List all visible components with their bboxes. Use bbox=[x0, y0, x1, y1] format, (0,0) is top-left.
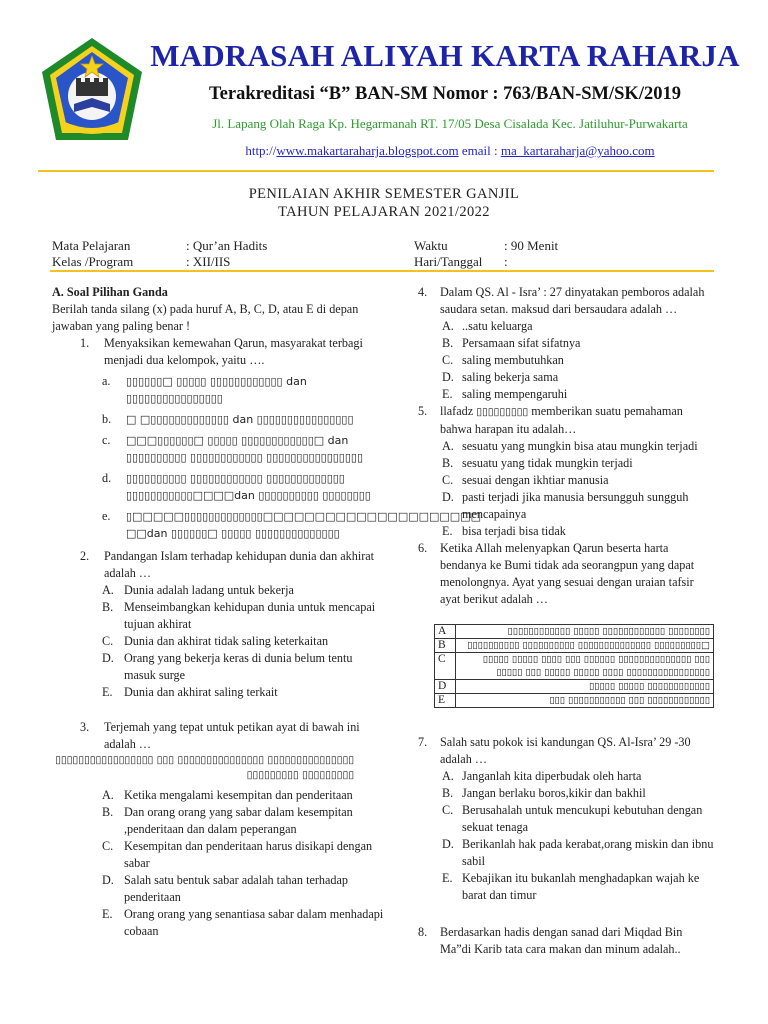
option-text: saling bekerja sama bbox=[462, 370, 559, 384]
date-label: Hari/Tanggal bbox=[414, 254, 483, 269]
question-text: Dalam QS. Al - Isra’ : 27 dinyatakan pemboros adalah saudara setan. maksud dari bersaudara adalah … bbox=[440, 285, 705, 316]
exam-year: TAHUN PELAJARAN 2021/2022 bbox=[278, 204, 490, 220]
question-text bbox=[440, 403, 716, 438]
option-c[interactable] bbox=[52, 838, 384, 872]
website-link[interactable]: www.makartaraharja.blogspot.com bbox=[276, 143, 459, 158]
option-a[interactable] bbox=[416, 318, 716, 335]
section-instruction: Berilah tanda silang (x) pada huruf A, B, C, D, atau E di depan jawaban yang paling benar ! bbox=[52, 302, 359, 333]
option-b[interactable] bbox=[52, 411, 384, 428]
option-letter: E. bbox=[442, 387, 453, 401]
option-d[interactable] bbox=[416, 489, 716, 523]
option-text: ▯▯▯▯▯▯□ ▯▯▯▯▯ ▯▯▯▯▯▯▯▯▯▯▯▯ dan ▯▯▯▯▯▯▯▯▯▯▯▯▯▯▯▯ bbox=[126, 375, 307, 405]
row-arabic: ▯▯▯▯▯ ▯▯▯▯▯ ▯▯▯▯ ▯▯▯ ▯▯▯▯▯▯ ▯▯▯▯▯▯▯▯▯▯▯▯▯▯ ▯▯▯ ▯▯▯▯▯ ▯▯▯ ▯▯▯▯▯ ▯▯▯▯▯ ▯▯▯▯ ▯▯▯▯▯▯▯▯▯▯▯▯▯▯▯▯ bbox=[456, 653, 714, 680]
arabic-word: ▯▯▯▯▯▯▯▯▯ bbox=[476, 406, 529, 418]
option-c[interactable] bbox=[416, 472, 716, 489]
web-prefix: http:// bbox=[245, 143, 277, 158]
option-text: Dan orang orang yang sabar dalam kesempitan ,penderitaan dan dalam peperangan bbox=[124, 805, 353, 836]
option-text: Menseimbangkan kehidupan dunia untuk mencapai tujuan akhirat bbox=[124, 600, 376, 631]
question-3 bbox=[52, 719, 384, 753]
option-text: saling mempengaruhi bbox=[462, 387, 568, 401]
table-row[interactable] bbox=[435, 653, 714, 680]
email-label: email : bbox=[461, 143, 501, 158]
option-letter: D. bbox=[442, 490, 454, 504]
option-d[interactable] bbox=[52, 470, 384, 504]
option-text: ▯▯▯▯▯▯▯▯▯▯ ▯▯▯▯▯▯▯▯▯▯▯▯ ▯▯▯▯▯▯▯▯▯▯▯▯▯ ▯▯▯▯▯▯▯▯▯▯▯□□□□dan ▯▯▯▯▯▯▯▯▯▯ ▯▯▯▯▯▯▯▯ bbox=[126, 472, 371, 502]
question-text: Pandangan Islam terhadap kehidupan dunia dan akhirat adalah … bbox=[104, 549, 375, 580]
option-text: Dunia adalah ladang untuk bekerja bbox=[124, 583, 294, 597]
table-row[interactable] bbox=[435, 639, 714, 653]
question-number: 5. bbox=[418, 404, 428, 418]
option-letter: D. bbox=[442, 837, 454, 851]
row-arabic: ▯▯▯▯▯▯▯▯▯▯▯▯ ▯▯▯▯▯ ▯▯▯▯▯▯▯▯▯▯▯▯ ▯▯▯▯▯▯▯▯ bbox=[456, 625, 714, 639]
info-divider bbox=[50, 270, 714, 272]
time-value: : 90 Menit bbox=[504, 238, 559, 253]
option-letter: A. bbox=[442, 439, 454, 453]
option-letter: E. bbox=[442, 871, 453, 885]
option-a[interactable] bbox=[416, 768, 716, 785]
option-text: □□□▯▯▯▯▯▯□ ▯▯▯▯▯ ▯▯▯▯▯▯▯▯▯▯▯▯□ dan ▯▯▯▯▯▯▯▯▯▯ ▯▯▯▯▯▯▯▯▯▯▯▯ ▯▯▯▯▯▯▯▯▯▯▯▯▯▯▯▯ bbox=[126, 434, 364, 464]
option-letter: D. bbox=[102, 873, 114, 887]
option-letter: B. bbox=[442, 786, 454, 800]
school-name: MADRASAH ALIYAH KARTA RAHARJA bbox=[150, 38, 740, 73]
question-text: Menyaksikan kemewahan Qarun, masyarakat terbagi menjadi dua kelompok, yaitu …. bbox=[104, 336, 363, 367]
option-text: Janganlah kita diperbudak oleh harta bbox=[462, 769, 642, 783]
option-text: Orang orang yang senantiasa sabar dalam menhadapi cobaan bbox=[124, 907, 384, 938]
option-text: Dunia dan akhirat tidak saling keterkaitan bbox=[124, 634, 329, 648]
question-number: 7. bbox=[418, 735, 428, 749]
section-title: A. Soal Pilihan Ganda bbox=[52, 285, 168, 299]
option-text: Orang yang bekerja keras di dunia belum tentu masuk surge bbox=[124, 651, 353, 682]
option-text: bisa terjadi bisa tidak bbox=[462, 524, 566, 538]
row-arabic: ▯▯▯ ▯▯▯▯▯▯▯▯▯▯▯ ▯▯▯ ▯▯▯▯▯▯▯▯▯▯▯▯ bbox=[456, 694, 714, 708]
option-b[interactable] bbox=[416, 335, 716, 352]
option-c[interactable] bbox=[416, 802, 716, 836]
email-link[interactable]: ma_kartaraharja@yahoo.com bbox=[500, 143, 655, 158]
answer-table bbox=[434, 624, 714, 708]
class-value: : XII/IIS bbox=[186, 254, 231, 269]
option-letter: B. bbox=[102, 805, 114, 819]
option-letter: E. bbox=[102, 907, 113, 921]
question-2 bbox=[52, 548, 384, 582]
option-text: ▯□□□□□▯▯▯▯▯▯▯▯▯▯▯▯▯□□□□□□□□□□□□□□□□□□□□□ □□dan ▯▯▯▯▯▯□ ▯▯▯▯▯ ▯▯▯▯▯▯▯▯▯▯▯▯▯▯ bbox=[126, 510, 481, 540]
question-7 bbox=[416, 734, 716, 768]
school-address: Jl. Lapang Olah Raga Kp. Hegarmanah RT. 17/05 Desa Cisalada Kec. Jatiluhur-Purwakarta bbox=[212, 116, 688, 131]
question-number: 1. bbox=[80, 336, 90, 350]
option-letter: B. bbox=[442, 456, 454, 470]
option-e[interactable] bbox=[416, 523, 716, 540]
arabic-verse: ▯▯▯▯▯▯▯▯▯▯▯▯▯▯▯▯▯ ▯▯▯ ▯▯▯▯▯▯▯▯▯▯▯▯▯▯▯ ▯▯▯▯▯▯▯▯▯▯▯▯▯▯▯ ▯▯▯▯▯▯▯▯▯ ▯▯▯▯▯▯▯▯▯ bbox=[55, 754, 354, 781]
question-number: 8. bbox=[418, 925, 428, 939]
option-text: □ □▯▯▯▯▯▯▯▯▯▯▯▯▯ dan ▯▯▯▯▯▯▯▯▯▯▯▯▯▯▯▯ bbox=[126, 413, 354, 426]
option-text: Kesempitan dan penderitaan harus disikapi dengan sabar bbox=[124, 839, 373, 870]
option-letter: C. bbox=[442, 473, 454, 487]
question-text: Ketika Allah melenyapkan Qarun beserta harta bendanya ke Bumi tidak ada seorangpun yang dapat menolongnya. Ayat yang sesuai dengan uraian tafsir ayat berikut adalah … bbox=[440, 541, 695, 606]
option-letter: B. bbox=[442, 336, 454, 350]
option-letter: E. bbox=[442, 524, 453, 538]
subject-value: : Qur’an Hadits bbox=[186, 238, 268, 253]
question-number: 4. bbox=[418, 285, 428, 299]
option-letter: A. bbox=[102, 583, 114, 597]
option-a[interactable] bbox=[52, 582, 384, 599]
option-e[interactable] bbox=[52, 906, 384, 940]
row-key: D bbox=[435, 680, 456, 694]
option-c[interactable] bbox=[52, 432, 384, 466]
question-6 bbox=[416, 540, 716, 608]
option-letter: c. bbox=[102, 433, 111, 447]
option-text: Salah satu bentuk sabar adalah tahan terhadap penderitaan bbox=[124, 873, 349, 904]
contact-line bbox=[150, 143, 750, 159]
option-e[interactable] bbox=[416, 870, 716, 904]
option-d[interactable] bbox=[52, 650, 384, 684]
option-text: Dunia dan akhirat saling terkait bbox=[124, 685, 278, 699]
option-text: Berikanlah hak pada kerabat,orang miskin dan ibnu sabil bbox=[462, 837, 714, 868]
option-letter: A. bbox=[442, 769, 454, 783]
option-d[interactable] bbox=[52, 872, 384, 906]
row-key: E bbox=[435, 694, 456, 708]
option-letter: C. bbox=[102, 839, 114, 853]
option-text: Kebajikan itu bukanlah menghadapkan wajah ke barat dan timur bbox=[462, 871, 700, 902]
right-column bbox=[416, 284, 716, 958]
option-letter: e. bbox=[102, 509, 111, 523]
date-value: : bbox=[504, 254, 508, 269]
row-arabic: ▯▯▯▯▯▯▯▯▯▯ ▯▯▯▯▯▯▯▯▯▯ ▯▯▯▯▯▯▯▯▯▯▯▯▯▯ ▯▯▯▯▯▯▯▯▯□ bbox=[456, 639, 714, 653]
option-text: saling membutuhkan bbox=[462, 353, 564, 367]
option-letter: A. bbox=[102, 788, 114, 802]
question-text: Terjemah yang tepat untuk petikan ayat di bawah ini adalah … bbox=[104, 720, 360, 751]
row-key: C bbox=[435, 653, 456, 680]
option-letter: D. bbox=[442, 370, 454, 384]
option-a[interactable] bbox=[52, 787, 384, 804]
row-key: A bbox=[435, 625, 456, 639]
table-row[interactable] bbox=[435, 694, 714, 708]
time-label: Waktu bbox=[414, 238, 448, 253]
option-b[interactable] bbox=[52, 599, 384, 633]
option-letter: C. bbox=[442, 803, 454, 817]
option-letter: d. bbox=[102, 471, 112, 485]
option-letter: C. bbox=[442, 353, 454, 367]
option-e[interactable] bbox=[416, 386, 716, 403]
option-text: sesuai dengan ikhtiar manusia bbox=[462, 473, 609, 487]
question-text: Salah satu pokok isi kandungan QS. Al-Isra’ 29 -30 adalah … bbox=[440, 735, 691, 766]
option-e[interactable] bbox=[52, 508, 481, 542]
row-arabic: ▯▯▯▯▯ ▯▯▯▯▯ ▯▯▯▯▯▯▯▯▯▯▯▯ bbox=[456, 680, 714, 694]
option-e[interactable] bbox=[52, 684, 384, 701]
option-d[interactable] bbox=[416, 369, 716, 386]
question-text: Berdasarkan hadis dengan sanad dari Miqdad Bin Ma”di Karib tata cara makan dan minum adalah.. bbox=[440, 925, 683, 956]
option-text: pasti terjadi jika manusia bersungguh sungguh mencapainya bbox=[462, 490, 689, 521]
question-number: 6. bbox=[418, 541, 428, 555]
option-a[interactable] bbox=[416, 438, 716, 455]
table-row[interactable] bbox=[435, 625, 714, 639]
option-d[interactable] bbox=[416, 836, 716, 870]
school-logo bbox=[36, 34, 148, 146]
option-a[interactable] bbox=[52, 373, 384, 407]
question-8 bbox=[416, 924, 716, 958]
question-5 bbox=[416, 403, 716, 438]
subject-label: Mata Pelajaran bbox=[52, 238, 131, 253]
table-row[interactable] bbox=[435, 680, 714, 694]
option-b[interactable] bbox=[52, 804, 384, 838]
row-key: B bbox=[435, 639, 456, 653]
option-letter: A. bbox=[442, 319, 454, 333]
option-letter: D. bbox=[102, 651, 114, 665]
option-letter: C. bbox=[102, 634, 114, 648]
option-letter: b. bbox=[102, 412, 112, 426]
option-text: Ketika mengalami kesempitan dan penderitaan bbox=[124, 788, 353, 802]
question-text-pre: llafadz bbox=[440, 404, 474, 418]
option-letter: B. bbox=[102, 600, 114, 614]
question-4 bbox=[416, 284, 716, 318]
option-text: sesuatu yang tidak mungkin terjadi bbox=[462, 456, 633, 470]
class-label: Kelas /Program bbox=[52, 254, 134, 269]
option-text: sesuatu yang mungkin bisa atau mungkin terjadi bbox=[462, 439, 698, 453]
question-number: 2. bbox=[80, 549, 90, 563]
option-b[interactable] bbox=[416, 455, 716, 472]
option-b[interactable] bbox=[416, 785, 716, 802]
exam-title: PENILAIAN AKHIR SEMESTER GANJIL bbox=[248, 186, 520, 202]
question-number: 3. bbox=[80, 720, 90, 734]
accreditation-line: Terakreditasi “B” BAN-SM Nomor : 763/BAN-SM/SK/2019 bbox=[209, 84, 681, 104]
option-text: Jangan berlaku boros,kikir dan bakhil bbox=[462, 786, 646, 800]
option-letter: E. bbox=[102, 685, 113, 699]
option-text: Berusahalah untuk mencukupi kebutuhan dengan sekuat tenaga bbox=[462, 803, 703, 834]
option-letter: a. bbox=[102, 374, 111, 388]
option-text: Persamaan sifat sifatnya bbox=[462, 336, 581, 350]
question-1 bbox=[52, 335, 384, 369]
option-c[interactable] bbox=[52, 633, 384, 650]
option-c[interactable] bbox=[416, 352, 716, 369]
question-text-post: memberikan suatu pemahaman bahwa harapan itu adalah… bbox=[440, 404, 683, 436]
option-text: ..satu keluarga bbox=[462, 319, 533, 333]
header-divider bbox=[38, 170, 714, 172]
